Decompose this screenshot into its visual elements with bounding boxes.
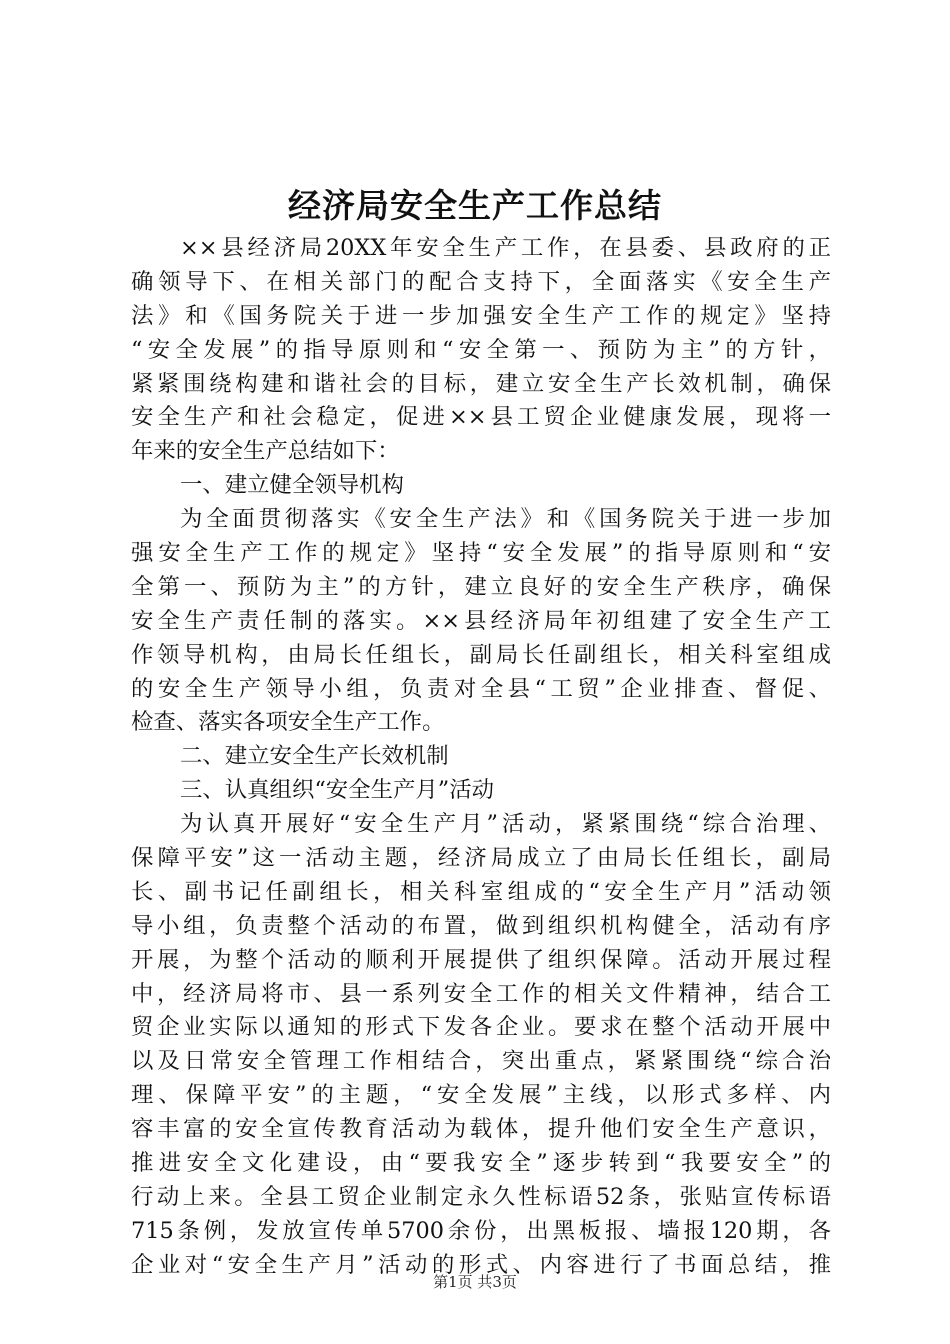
- text-line: 企业对“安全生产月”活动的形式、内容进行了书面总结，推: [131, 1251, 831, 1278]
- text-line: 容丰富的安全宣传教育活动为载体，提升他们安全生产意识，: [131, 1116, 831, 1143]
- text-line: 年来的安全生产总结如下：: [131, 438, 400, 465]
- text-line: “安全发展”的指导原则和“安全第一、预防为主”的方针，: [131, 336, 831, 363]
- text-line: 全第一、预防为主”的方针，建立良好的安全生产秩序，确保: [131, 573, 831, 600]
- text-line: 中，经济局将市、县一系列安全工作的相关文件精神，结合工: [131, 980, 831, 1007]
- text-line: 行动上来。全县工贸企业制定永久性标语52条，张贴宣传标语: [131, 1183, 831, 1210]
- text-line: 二、建立安全生产长效机制: [180, 743, 449, 770]
- text-line: 安全生产和社会稳定，促进××县工贸企业健康发展，现将一: [131, 404, 831, 431]
- text-line: 的安全生产领导小组，负责对全县“工贸”企业排查、督促、: [131, 675, 831, 702]
- text-line: 导小组，负责整个活动的布置，做到组织机构健全，活动有序: [131, 912, 831, 939]
- text-line: 为认真开展好“安全生产月”活动，紧紧围绕“综合治理、: [180, 811, 831, 838]
- text-line: 法》和《国务院关于进一步加强安全生产工作的规定》坚持: [131, 302, 831, 329]
- text-line: 紧紧围绕构建和谐社会的目标，建立安全生产长效机制，确保: [131, 370, 831, 397]
- text-line: 安全生产责任制的落实。××县经济局年初组建了安全生产工: [131, 607, 831, 634]
- text-line: 开展，为整个活动的顺利开展提供了组织保障。活动开展过程: [131, 946, 831, 973]
- text-line: 三、认真组织“安全生产月”活动: [180, 777, 494, 804]
- document-title: 经济局安全生产工作总结: [288, 186, 662, 225]
- text-line: 确领导下、在相关部门的配合支持下，全面落实《安全生产: [131, 268, 831, 295]
- text-line: ××县经济局20XX年安全生产工作，在县委、县政府的正: [180, 235, 831, 261]
- text-line: 715条例，发放宣传单5700余份，出黑板报、墙报120期，各: [131, 1217, 831, 1244]
- text-line: 为全面贯彻落实《安全生产法》和《国务院关于进一步加: [180, 506, 831, 533]
- text-line: 贸企业实际以通知的形式下发各企业。要求在整个活动开展中: [131, 1014, 831, 1041]
- text-line: 作领导机构，由局长任组长，副局长任副组长，相关科室组成: [131, 641, 831, 668]
- text-line: 以及日常安全管理工作相结合，突出重点，紧紧围绕“综合治: [131, 1048, 831, 1075]
- document-body: [131, 232, 831, 1283]
- text-line: 一、建立健全领导机构: [180, 472, 404, 499]
- page-footer: 第1页 共3页: [433, 1273, 517, 1291]
- text-line: 强安全生产工作的规定》坚持“安全发展”的指导原则和“安: [131, 540, 831, 567]
- text-line: 检查、落实各项安全生产工作。: [131, 709, 445, 736]
- text-line: 保障平安”这一活动主题，经济局成立了由局长任组长，副局: [131, 845, 831, 872]
- text-line: 推进安全文化建设，由“要我安全”逐步转到“我要安全”的: [131, 1150, 831, 1177]
- text-line: 长、副书记任副组长，相关科室组成的“安全生产月”活动领: [131, 878, 831, 905]
- text-line: 理、保障平安”的主题，“安全发展”主线，以形式多样、内: [131, 1082, 831, 1109]
